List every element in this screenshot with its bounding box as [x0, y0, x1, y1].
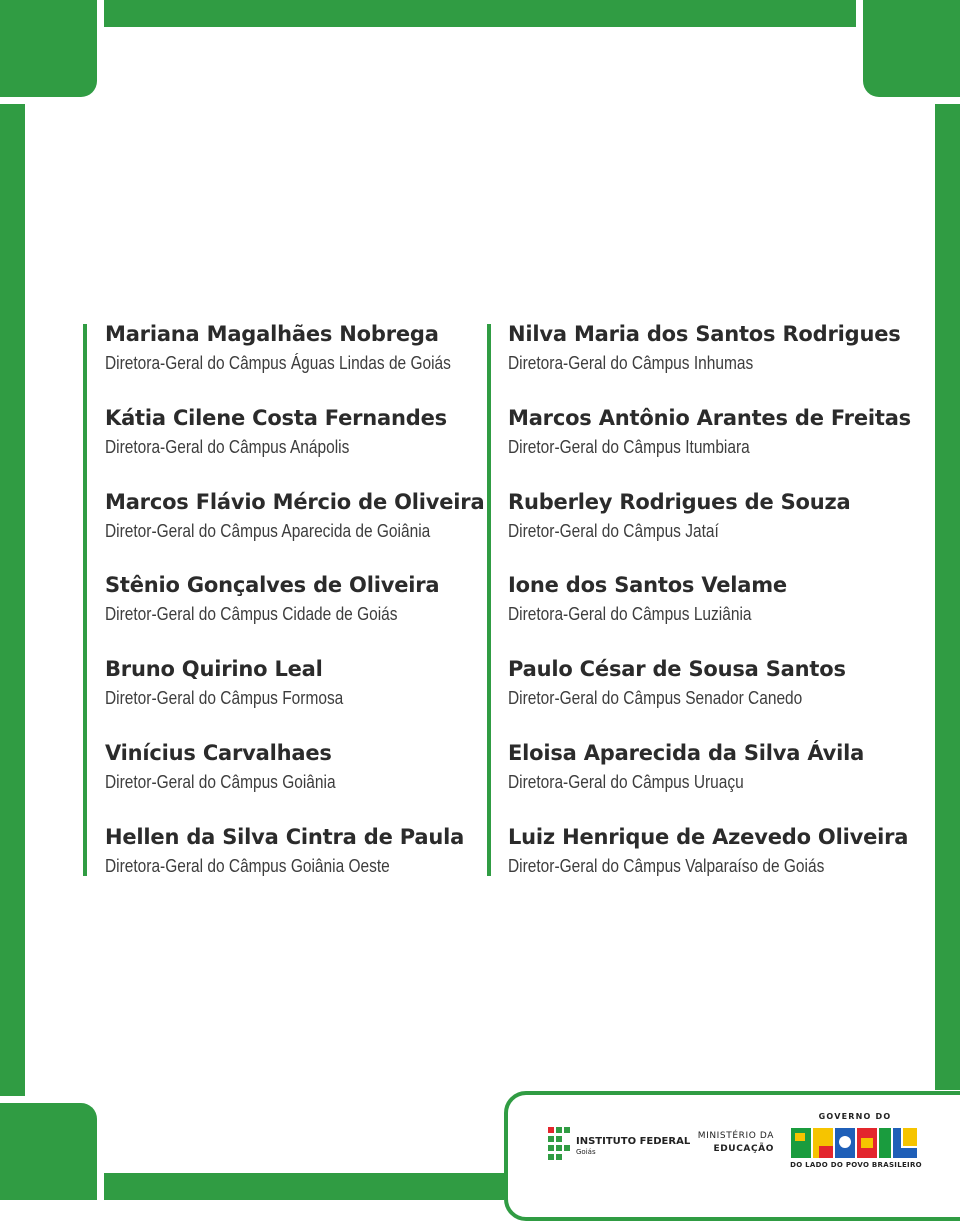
director-role: Diretora-Geral do Câmpus Uruaçu: [508, 771, 744, 792]
mec-line-2: EDUCAÇÃO: [713, 1144, 774, 1154]
director-role: Diretora-Geral do Câmpus Goiânia Oeste: [105, 855, 390, 876]
instituto-federal-grid-icon: [548, 1127, 572, 1161]
frame-corner-bottom-left: [0, 1103, 97, 1200]
left-column-accent-line: [83, 324, 87, 876]
director-entry: [105, 573, 495, 657]
director-name: Bruno Quirino Leal: [105, 657, 323, 682]
director-entry: [508, 322, 901, 406]
director-name: Hellen da Silva Cintra de Paula: [105, 824, 465, 849]
director-role: Diretor-Geral do Câmpus Jataí: [508, 520, 719, 541]
director-entry: [508, 490, 898, 574]
director-entry: [105, 741, 495, 825]
director-name: Nilva Maria dos Santos Rodrigues: [508, 322, 901, 346]
director-name: Ruberley Rodrigues de Souza: [508, 489, 851, 514]
frame-bar-right: [935, 104, 960, 1090]
director-name: Ione dos Santos Velame: [508, 573, 787, 598]
director-entry: [105, 322, 495, 406]
director-role: Diretor-Geral do Câmpus Aparecida de Goiânia: [105, 520, 431, 541]
instituto-federal-name: INSTITUTO FEDERAL: [576, 1136, 691, 1147]
director-role: Diretor-Geral do Câmpus Formosa: [105, 688, 344, 709]
brasil-wordmark-icon: [791, 1124, 919, 1160]
director-entry: [508, 741, 898, 825]
frame-corner-top-left: [0, 0, 97, 97]
frame-bar-left: [0, 104, 25, 1096]
director-role: Diretor-Geral do Câmpus Senador Canedo: [508, 688, 803, 709]
director-name: Eloisa Aparecida da Silva Ávila: [508, 740, 865, 765]
mec-line-1: MINISTÉRIO DA: [697, 1131, 774, 1141]
director-role: Diretora-Geral do Câmpus Anápolis: [105, 436, 350, 457]
director-name: Marcos Flávio Mércio de Oliveira: [105, 489, 485, 514]
director-role: Diretora-Geral do Câmpus Águas Lindas de Goiás: [105, 353, 451, 373]
director-entry: [508, 824, 909, 909]
director-name: Stênio Gonçalves de Oliveira: [105, 573, 440, 598]
director-role: Diretor-Geral do Câmpus Goiânia: [105, 771, 336, 792]
ministerio-educacao-logo: [684, 1130, 774, 1156]
right-directors-list: [508, 322, 911, 909]
director-name: Mariana Magalhães Nobrega: [105, 322, 439, 346]
director-role: Diretora-Geral do Câmpus Inhumas: [508, 353, 754, 373]
director-entry: [508, 405, 911, 490]
director-entry: [105, 825, 495, 909]
director-role: Diretor-Geral do Câmpus Itumbiara: [508, 436, 750, 457]
governo-do-label: GOVERNO DO: [818, 1112, 892, 1121]
director-name: Luiz Henrique de Azevedo Oliveira: [508, 824, 909, 849]
director-entry: [508, 573, 898, 657]
director-entry: [508, 657, 898, 741]
director-name: Vinícius Carvalhaes: [105, 740, 332, 765]
director-name: Marcos Antônio Arantes de Freitas: [508, 405, 911, 430]
director-name: Paulo César de Sousa Santos: [508, 657, 846, 682]
director-entry: [105, 490, 495, 574]
instituto-federal-state: Goiás: [576, 1148, 596, 1156]
director-name: Kátia Cilene Costa Fernandes: [105, 405, 447, 430]
director-role: Diretor-Geral do Câmpus Valparaíso de Goiás: [508, 855, 825, 876]
instituto-federal-logo: [548, 1127, 691, 1161]
director-role: Diretor-Geral do Câmpus Cidade de Goiás: [105, 604, 398, 625]
director-role: Diretora-Geral do Câmpus Luziânia: [508, 604, 752, 625]
director-entry: [105, 406, 495, 490]
frame-bar-bottom: [104, 1173, 504, 1200]
frame-bar-top: [104, 0, 856, 27]
left-directors-list: [105, 322, 495, 909]
director-entry: [105, 657, 495, 741]
frame-corner-top-right: [863, 0, 960, 97]
do-lado-do-povo-label: DO LADO DO POVO BRASILEIRO: [790, 1161, 922, 1169]
